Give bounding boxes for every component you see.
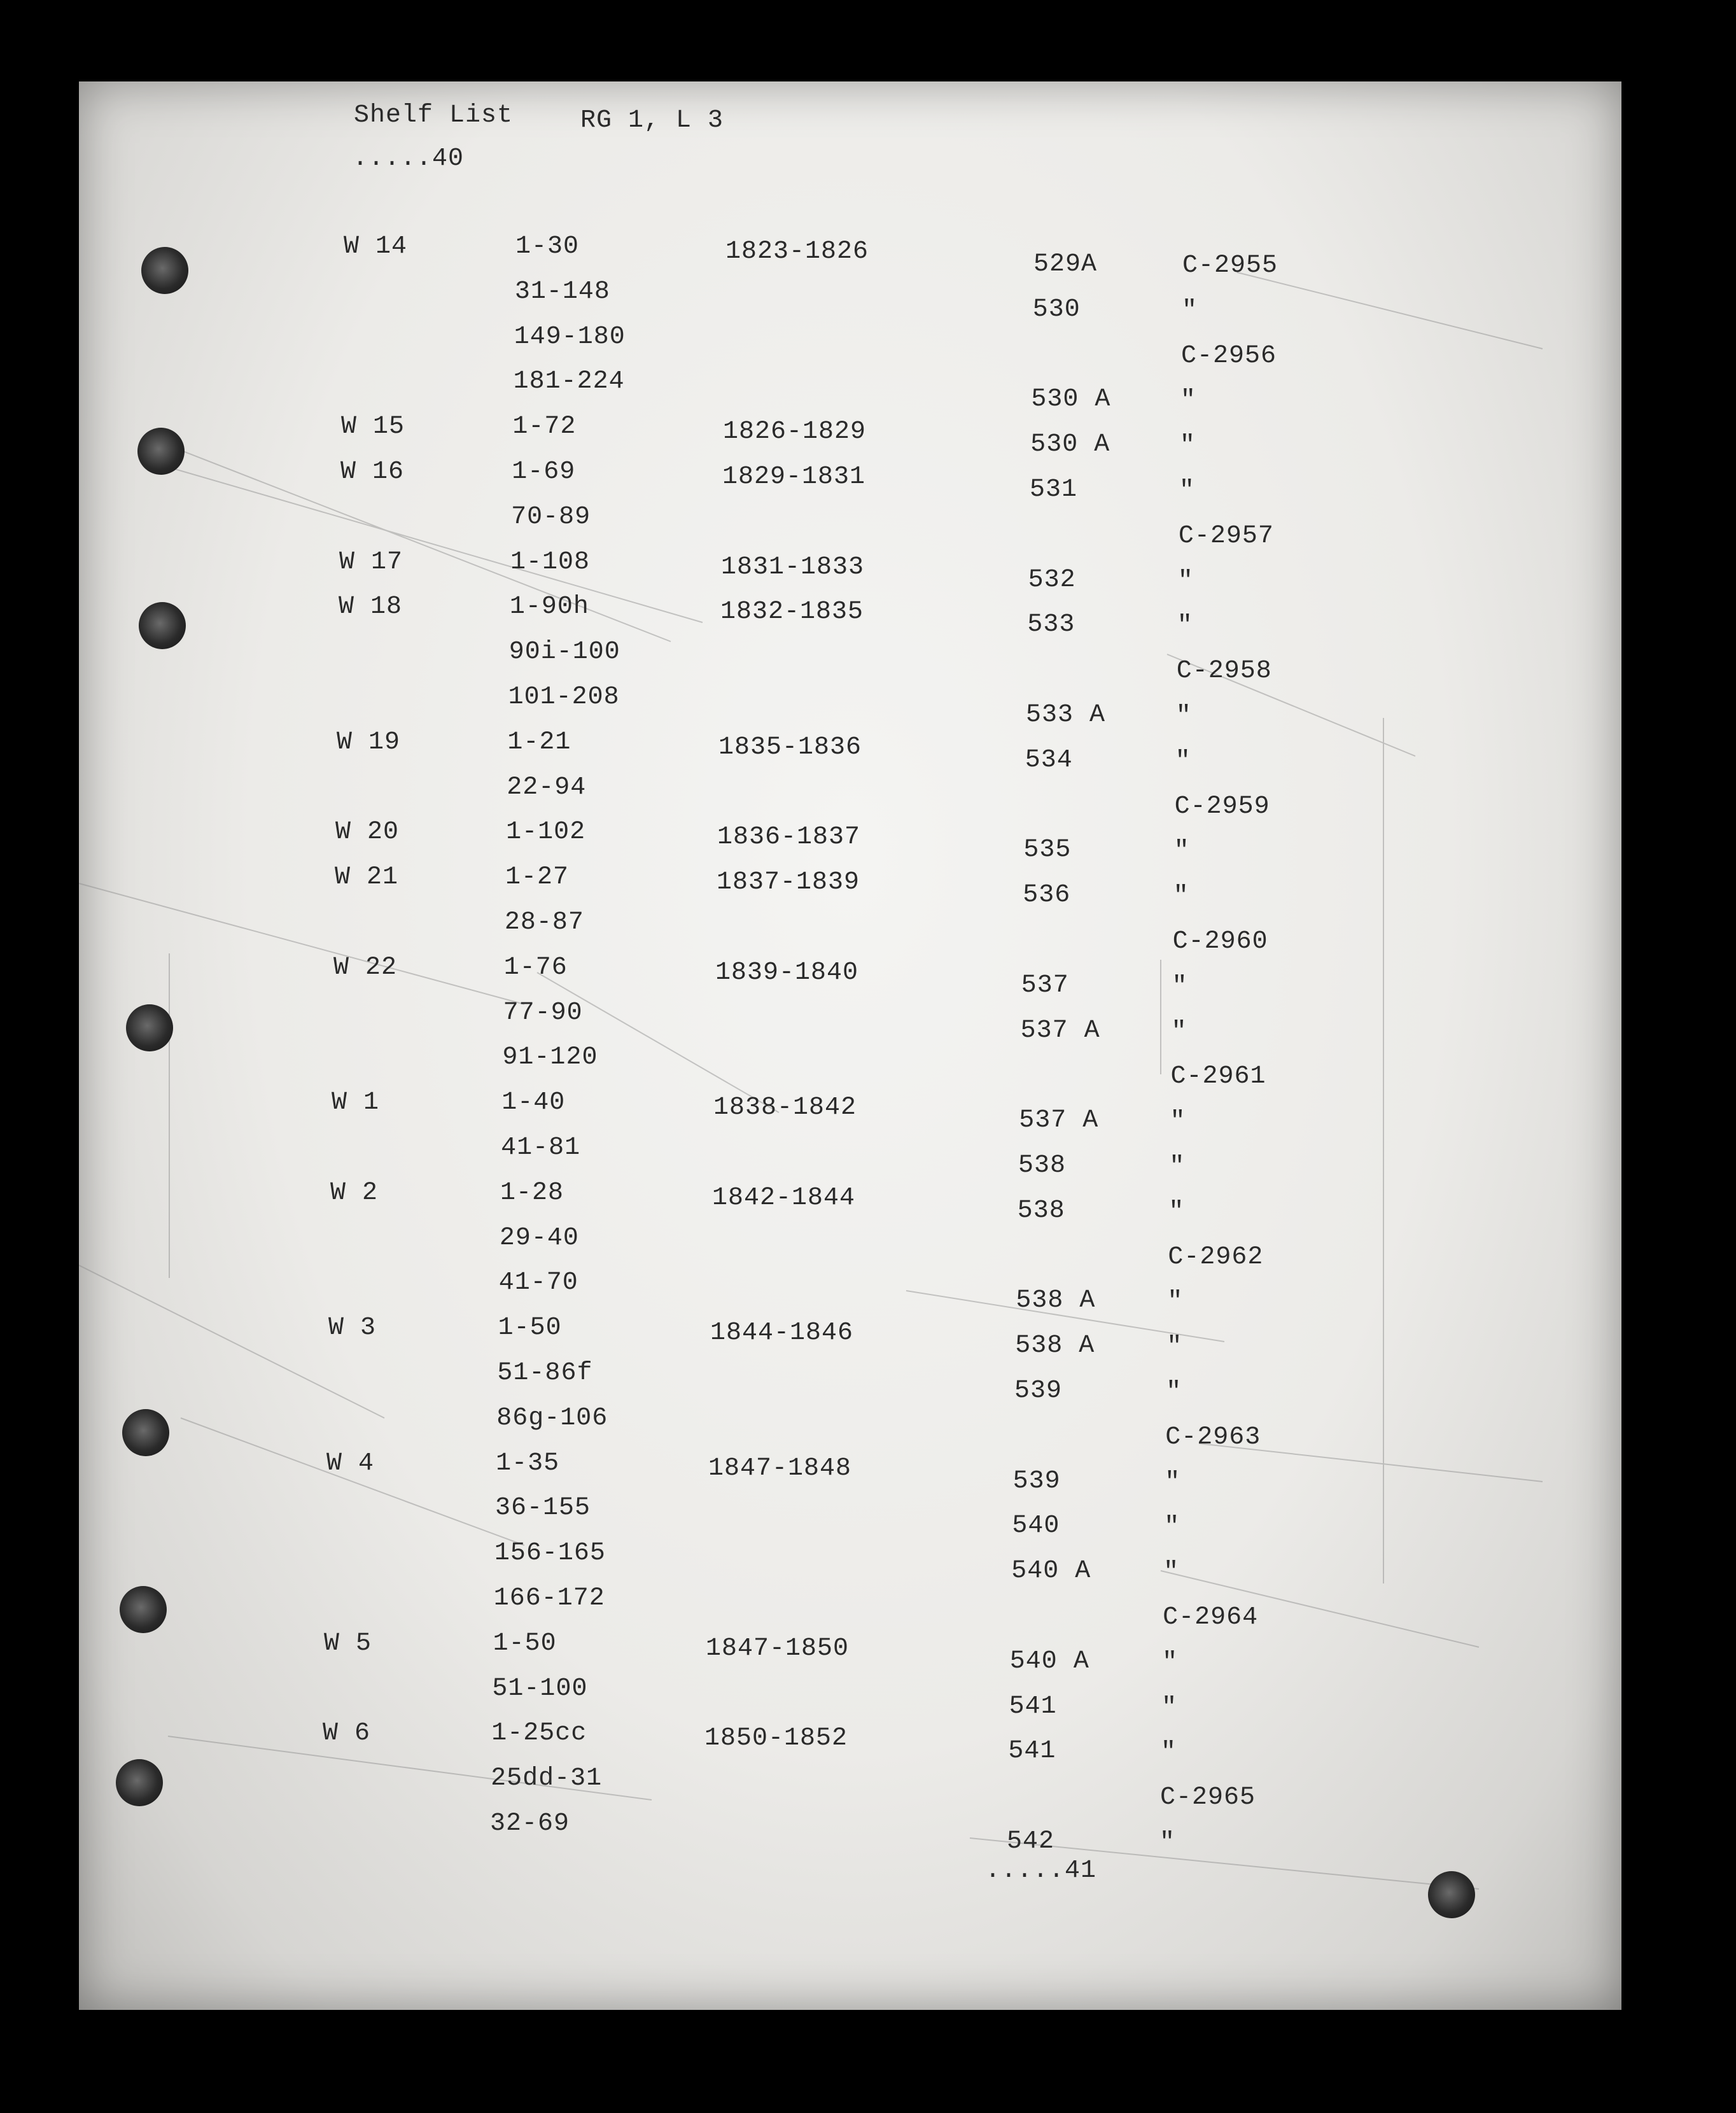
reel-number: C-2961 [1170, 1062, 1266, 1092]
reel-number: " [1168, 1197, 1185, 1226]
item-range: 32-69 [490, 1809, 570, 1838]
item-range: 86g-106 [496, 1403, 608, 1433]
wagon-number: W 6 [323, 1719, 371, 1748]
item-range: 1-69 [512, 458, 576, 486]
item-range: 41-70 [498, 1268, 578, 1298]
wagon-number: W 17 [339, 547, 403, 577]
reel-number: " [1175, 702, 1192, 731]
reel-number: " [1173, 882, 1189, 911]
date-range: 1836-1837 [717, 823, 861, 852]
volume-number: 533 [1027, 610, 1075, 640]
wagon-number: W 18 [339, 593, 403, 622]
volume-number: 530 A [1031, 385, 1111, 414]
item-range: 28-87 [504, 908, 584, 937]
date-range: 1847-1850 [706, 1634, 850, 1663]
item-range: 181-224 [513, 367, 625, 397]
volume-number: 536 [1023, 881, 1071, 910]
item-range: 1-50 [493, 1629, 557, 1658]
wagon-number: W 19 [337, 727, 401, 757]
reel-number: C-2964 [1163, 1603, 1259, 1632]
volume-number: 538 A [1016, 1286, 1096, 1316]
volume-number: 535 [1023, 836, 1072, 865]
volume-number: 538 [1018, 1151, 1067, 1180]
reel-number: " [1166, 1378, 1182, 1407]
wagon-number: W 2 [330, 1178, 379, 1207]
reel-number: " [1161, 1693, 1178, 1722]
reel-number: C-2955 [1182, 251, 1278, 280]
punch-hole [126, 1004, 173, 1051]
previous-page-number: .....40 [353, 144, 465, 173]
volume-number: 540 [1012, 1512, 1060, 1541]
volume-number: 534 [1025, 745, 1073, 775]
item-range: 77-90 [503, 998, 583, 1027]
punch-hole [1428, 1871, 1475, 1918]
next-page-number: .....41 [985, 1857, 1097, 1885]
volume-number: 540 A [1011, 1557, 1091, 1586]
reel-number: C-2956 [1180, 341, 1277, 370]
reel-number: C-2957 [1178, 521, 1274, 551]
volume-number: 540 A [1009, 1646, 1089, 1676]
reel-number: " [1165, 1468, 1181, 1497]
date-range: 1835-1836 [718, 733, 862, 762]
reel-number: " [1180, 386, 1196, 416]
item-range: 1-30 [515, 232, 580, 261]
volume-number: 533 A [1026, 701, 1106, 729]
date-range: 1837-1839 [717, 868, 860, 897]
item-range: 1-108 [510, 547, 591, 577]
reel-number: " [1163, 1558, 1180, 1587]
item-range: 29-40 [499, 1223, 579, 1253]
reel-number: " [1164, 1513, 1180, 1542]
item-range: 91-120 [502, 1043, 598, 1072]
item-range: 90i-100 [508, 638, 620, 667]
reel-number: " [1173, 837, 1190, 866]
punch-hole [139, 602, 186, 649]
date-range: 1844-1846 [710, 1319, 854, 1348]
reel-number: C-2965 [1160, 1783, 1256, 1813]
wagon-number: W 15 [341, 412, 405, 442]
reel-number: " [1175, 747, 1191, 776]
item-range: 1-102 [506, 818, 586, 847]
date-range: 1829-1831 [722, 463, 866, 491]
date-range: 1847-1848 [708, 1454, 852, 1483]
volume-number: 530 A [1030, 430, 1110, 460]
volume-number: 542 [1007, 1827, 1055, 1856]
volume-number: 532 [1028, 565, 1076, 594]
item-range: 156-165 [494, 1539, 606, 1568]
date-range: 1831-1833 [721, 552, 865, 582]
item-range: 1-40 [501, 1088, 566, 1118]
item-range: 51-100 [492, 1674, 588, 1703]
reel-number: " [1169, 1153, 1186, 1181]
volume-number: 530 [1032, 295, 1081, 324]
volume-number: 529A [1033, 250, 1098, 279]
reel-number: " [1172, 972, 1188, 1001]
document-title: Shelf List [354, 101, 514, 130]
item-range: 1-21 [507, 727, 571, 757]
punch-hole [120, 1586, 167, 1633]
reel-number: C-2959 [1174, 792, 1270, 821]
punch-hole [137, 428, 185, 475]
reel-number: C-2962 [1168, 1242, 1264, 1272]
reel-number: C-2958 [1176, 657, 1272, 686]
reel-number: " [1171, 1017, 1187, 1046]
wagon-number: W 14 [344, 232, 408, 261]
volume-number: 531 [1030, 475, 1078, 504]
punch-hole [116, 1759, 163, 1806]
item-range: 1-27 [505, 863, 570, 892]
reel-number: " [1179, 432, 1196, 461]
date-range: 1842-1844 [712, 1183, 856, 1212]
item-range: 1-76 [503, 953, 568, 982]
film-scratches [79, 81, 1621, 2010]
date-range: 1850-1852 [704, 1724, 848, 1753]
wagon-number: W 5 [324, 1629, 372, 1658]
wagon-number: W 21 [335, 863, 399, 892]
volume-number: 538 A [1015, 1331, 1095, 1361]
reel-number: " [1161, 1738, 1177, 1767]
item-range: 41-81 [501, 1134, 581, 1162]
wagon-number: W 20 [335, 818, 400, 847]
date-range: 1832-1835 [720, 598, 864, 627]
date-range: 1826-1829 [723, 418, 867, 447]
volume-number: 539 [1012, 1466, 1061, 1496]
wagon-number: W 16 [340, 458, 405, 486]
item-range: 1-28 [500, 1178, 564, 1207]
reel-number: " [1179, 477, 1195, 505]
wagon-number: W 4 [326, 1449, 375, 1478]
punch-hole [122, 1409, 169, 1456]
volume-number: 539 [1014, 1377, 1063, 1405]
wagon-number: W 3 [328, 1314, 377, 1343]
wagon-number: W 22 [333, 953, 398, 982]
document-page [79, 81, 1621, 2010]
item-range: 1-50 [498, 1314, 562, 1343]
item-range: 101-208 [508, 683, 620, 712]
date-range: 1839-1840 [715, 958, 859, 987]
wagon-number: W 1 [332, 1088, 380, 1118]
record-group-ref: RG 1, L 3 [580, 106, 724, 135]
item-range: 166-172 [493, 1584, 605, 1613]
date-range: 1838-1842 [713, 1093, 857, 1123]
reel-number: " [1181, 296, 1198, 325]
item-range: 149-180 [514, 322, 626, 351]
item-range: 70-89 [511, 502, 591, 531]
reel-number: " [1162, 1648, 1179, 1677]
reel-number: " [1166, 1333, 1183, 1362]
item-range: 36-155 [495, 1494, 591, 1523]
reel-number: C-2960 [1172, 927, 1268, 956]
reel-number: " [1170, 1107, 1186, 1137]
volume-number: 541 [1009, 1692, 1057, 1721]
volume-number: 538 [1017, 1196, 1065, 1225]
reel-number: " [1167, 1288, 1184, 1317]
item-range: 1-72 [512, 412, 577, 442]
item-range: 1-35 [496, 1449, 560, 1478]
item-range: 22-94 [507, 773, 587, 802]
reel-number: C-2963 [1165, 1422, 1261, 1452]
volume-number: 537 A [1019, 1106, 1099, 1135]
reel-number: " [1159, 1829, 1176, 1857]
reel-number: " [1177, 612, 1193, 641]
item-range: 1-90h [509, 593, 589, 622]
volume-number: 537 [1021, 971, 1069, 1000]
item-range: 25dd-31 [491, 1764, 603, 1794]
item-range: 1-25cc [491, 1719, 587, 1748]
volume-number: 537 A [1020, 1016, 1100, 1045]
item-range: 31-148 [514, 277, 610, 306]
volume-number: 541 [1008, 1737, 1056, 1766]
punch-hole [141, 247, 188, 294]
item-range: 51-86f [497, 1359, 593, 1387]
date-range: 1823-1826 [725, 237, 869, 266]
reel-number: " [1177, 566, 1194, 596]
